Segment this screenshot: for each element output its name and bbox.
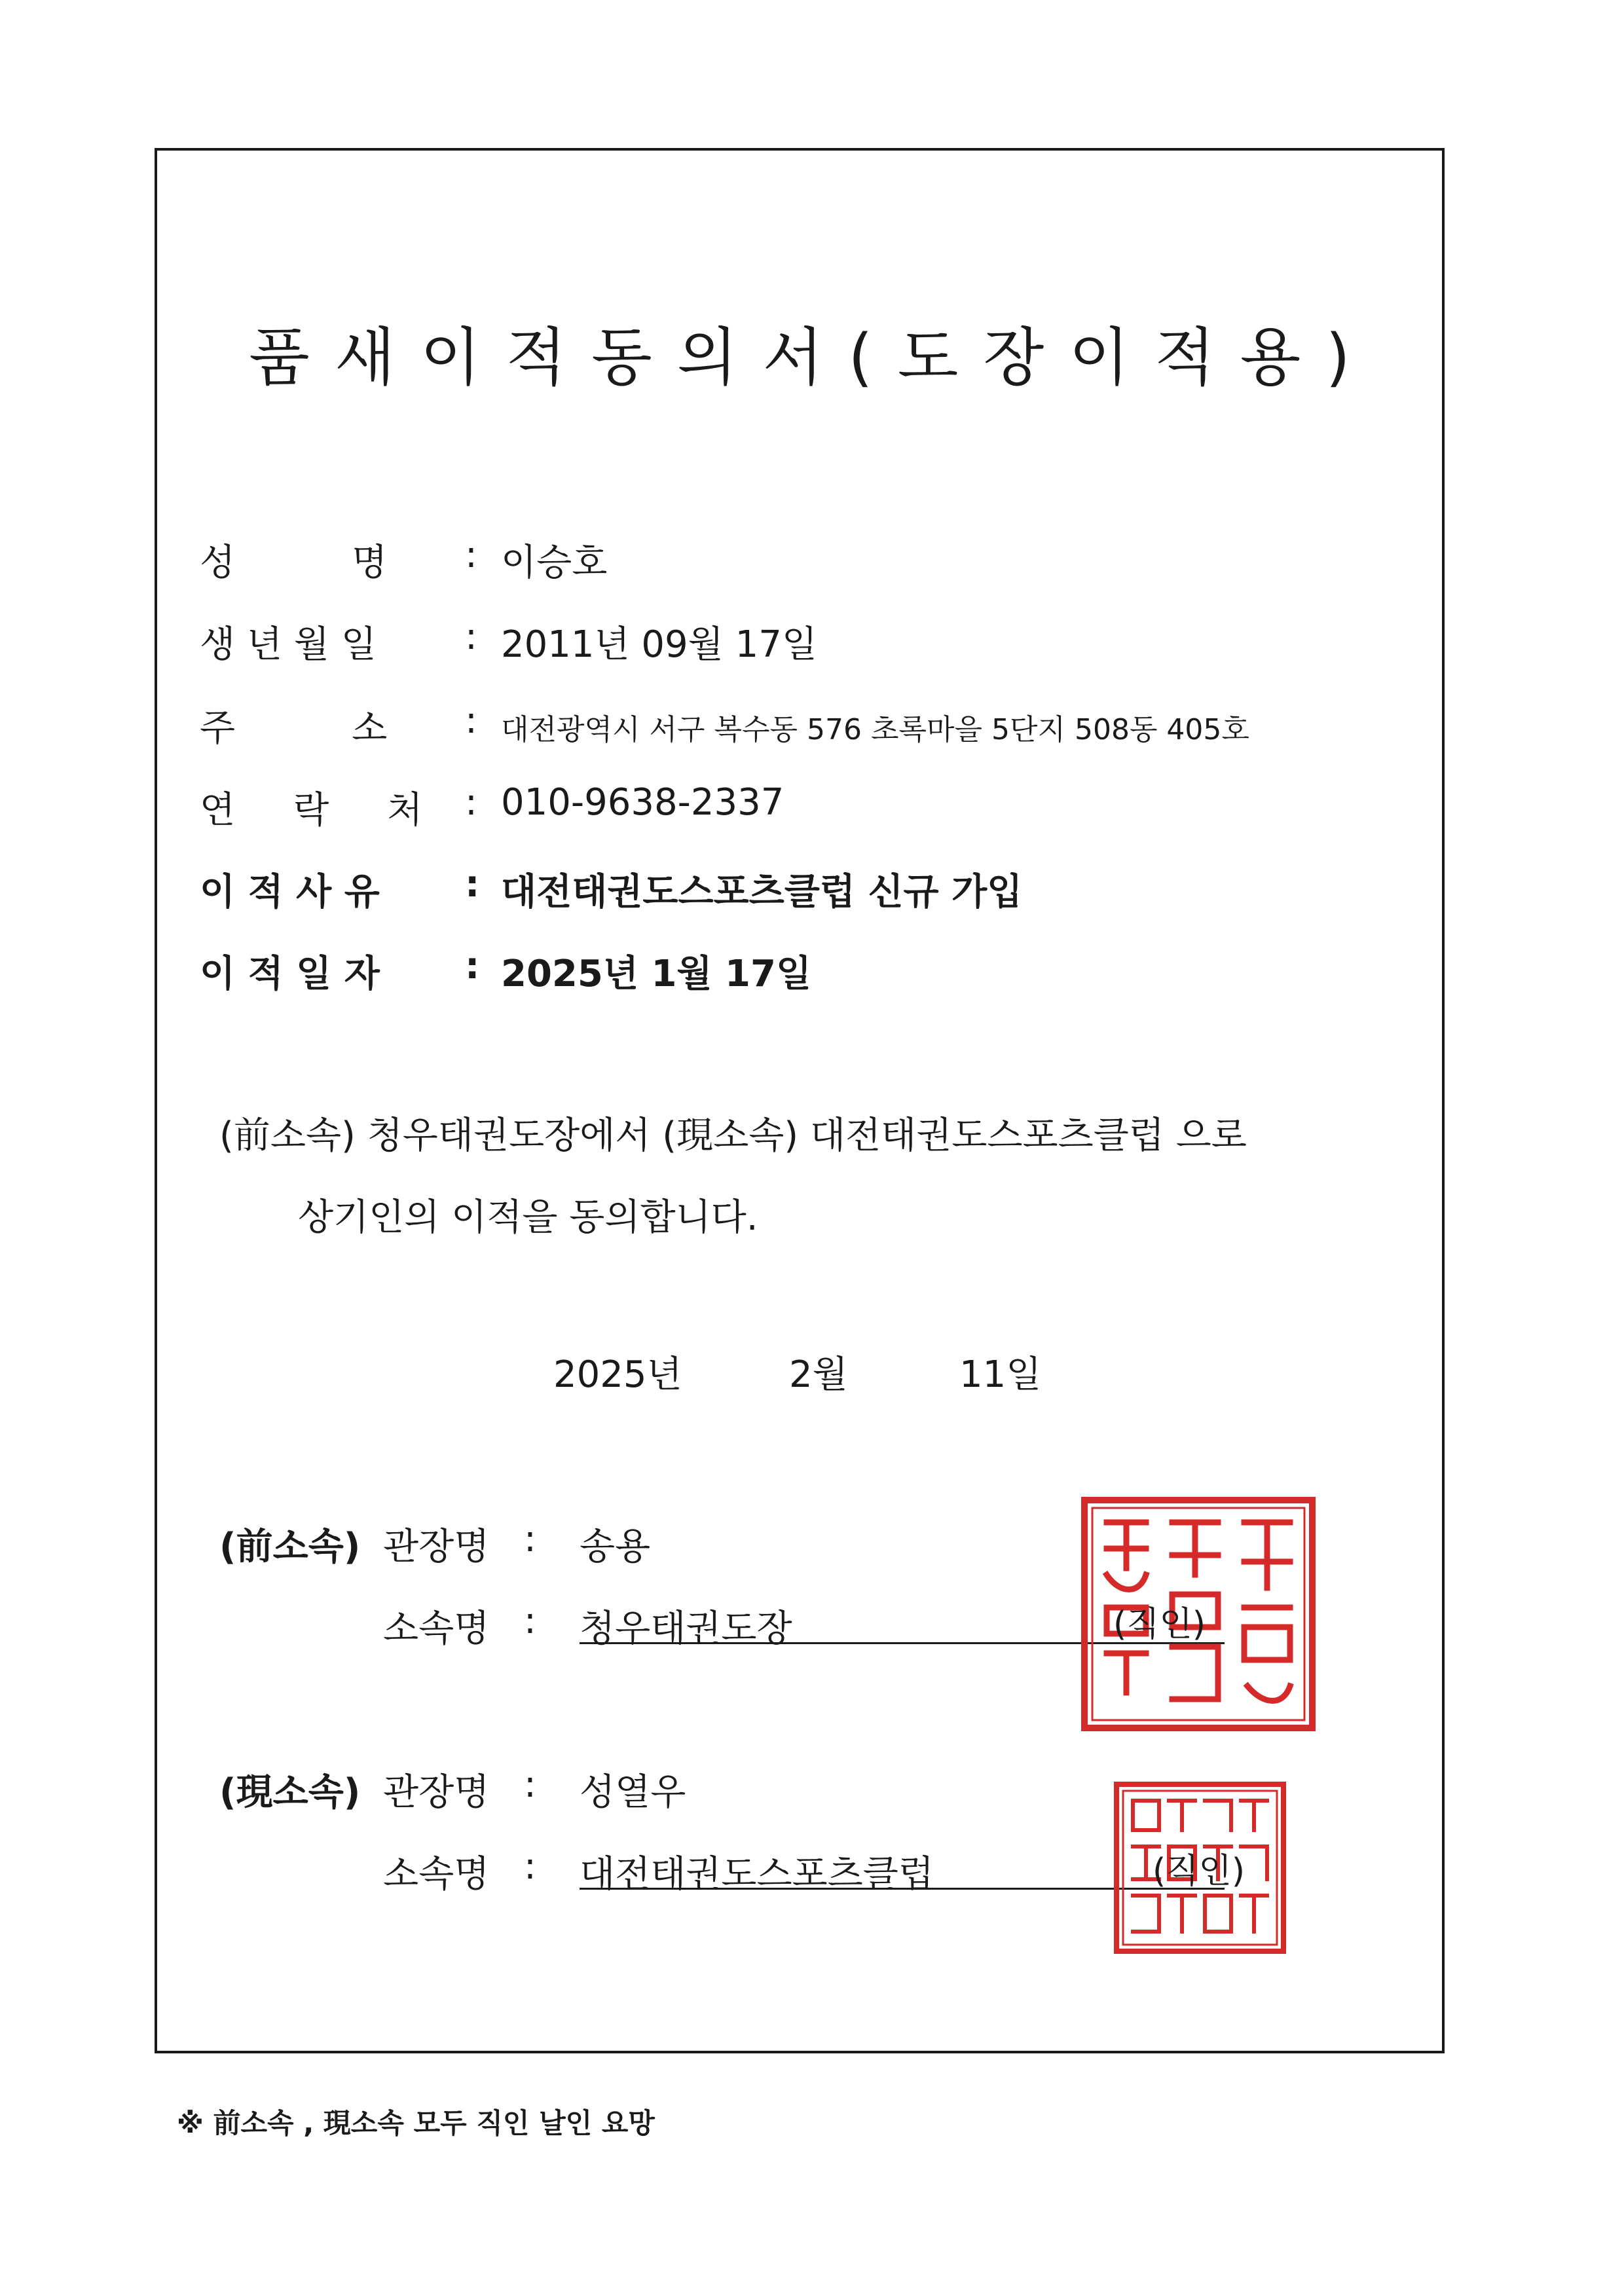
field-value: 대전태권도스포츠클럽 신규 가입 [501, 871, 1023, 913]
field-label: 생 년 월 일 [200, 623, 377, 666]
previous-affiliation-label: 소속명 [383, 1607, 490, 1650]
statement-line-2: 상기인의 이적을 동의합니다. [298, 1196, 758, 1239]
current-seal-label: (직인) [1153, 1852, 1246, 1891]
current-tag: (現소속) [219, 1771, 361, 1814]
field-colon: : [465, 945, 480, 987]
field-label: 이 적 사 유 [200, 871, 380, 913]
field-colon: : [465, 615, 477, 658]
field-label: 주 소 [200, 707, 388, 750]
current-director-label: 관장명 [383, 1771, 490, 1814]
field-colon: : [465, 699, 477, 742]
field-colon: : [465, 863, 480, 906]
date-day: 11일 [959, 1353, 1042, 1396]
field-colon: : [465, 781, 477, 824]
date-year: 2025년 [553, 1353, 682, 1396]
field-value: 2011년 09월 17일 [501, 623, 817, 666]
field-value: 대전광역시 서구 복수동 576 초록마을 5단지 508동 405호 [501, 713, 1249, 746]
statement-line-1: (前소속) 청우태권도장에서 (現소속) 대전태권도스포츠클럽 으로 [219, 1114, 1247, 1157]
previous-affiliation-colon: : [524, 1600, 536, 1642]
current-affiliation: 대전태권도스포츠클럽 [580, 1853, 934, 1896]
document-title: 품새이적동의서(도장이적용) [249, 321, 1375, 394]
field-value: 2025년 1월 17일 [501, 953, 812, 995]
previous-affiliation: 청우태권도장 [580, 1607, 792, 1650]
current-affiliation-colon: : [524, 1845, 536, 1888]
previous-director-colon: : [524, 1518, 536, 1560]
previous-tag: (前소속) [219, 1526, 361, 1568]
current-affiliation-label: 소속명 [383, 1853, 490, 1896]
previous-seal-label: (직인) [1113, 1605, 1206, 1644]
field-label: 연 락 처 [200, 789, 423, 832]
field-label: 성 명 [200, 542, 388, 584]
date-month: 2월 [789, 1353, 848, 1396]
field-value: 010-9638-2337 [501, 781, 784, 824]
current-director-colon: : [524, 1763, 536, 1806]
previous-director: 송용 [580, 1526, 651, 1568]
field-colon: : [465, 534, 477, 576]
previous-director-label: 관장명 [383, 1526, 490, 1568]
footnote: ※ 前소속 , 現소속 모두 직인 날인 요망 [177, 2107, 655, 2139]
field-value: 이승호 [501, 542, 608, 584]
field-label: 이 적 일 자 [200, 953, 380, 995]
current-director: 성열우 [580, 1771, 686, 1814]
